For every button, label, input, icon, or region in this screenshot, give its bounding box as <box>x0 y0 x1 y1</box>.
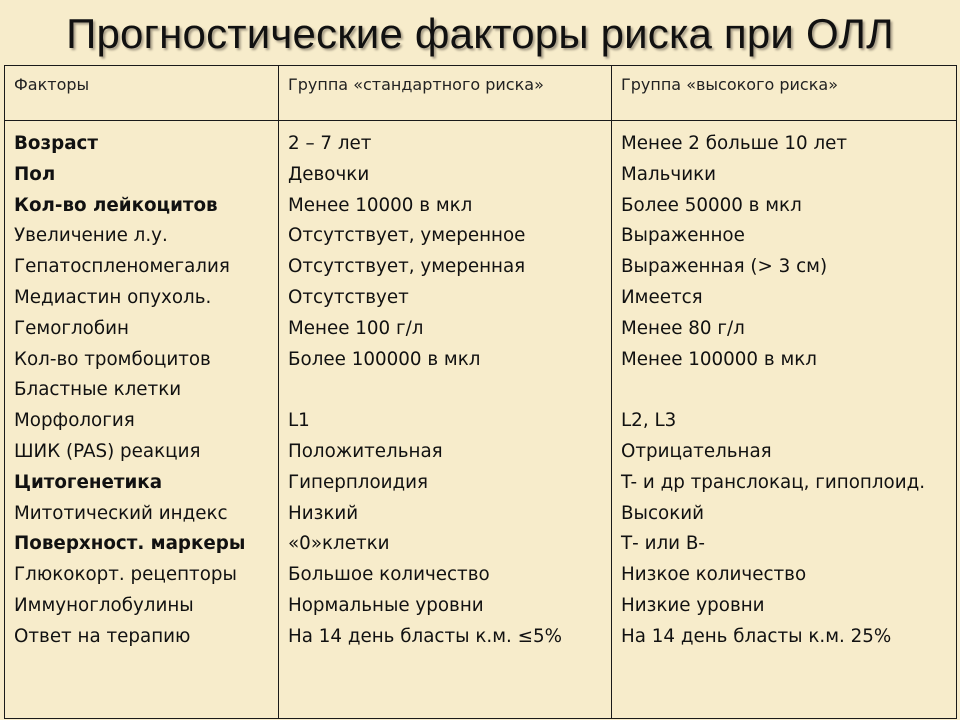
high-risk-cell: Менее 100000 в мкл <box>621 348 817 370</box>
factor-cell: Морфология <box>14 410 135 432</box>
page-title: Прогностические факторы риска при ОЛЛ <box>66 10 894 57</box>
high-risk-cell: T- и др транслокац, гипоплоид. <box>621 471 926 493</box>
factor-cell: Иммуноглобулины <box>14 594 194 616</box>
factor-cell: Цитогенетика <box>14 471 163 493</box>
high-risk-cell: Низкое количество <box>621 564 807 586</box>
standard-risk-cell: Более 100000 в мкл <box>288 348 481 370</box>
high-risk-cell: Низкие уровни <box>621 594 765 616</box>
table-header-row <box>5 66 957 121</box>
high-risk-cell: Отрицательная <box>621 440 772 462</box>
high-risk-cell: Мальчики <box>621 163 717 185</box>
factor-cell: Медиастин опухоль. <box>14 286 212 308</box>
factor-cell: ШИК (PAS) реакция <box>14 440 201 462</box>
standard-risk-cell: Девочки <box>288 163 370 185</box>
risk-factors-table <box>4 65 957 719</box>
standard-risk-cell: Отсутствует <box>288 286 409 308</box>
high-risk-cell: Более 50000 в мкл <box>621 194 802 216</box>
standard-risk-cell: Менее 10000 в мкл <box>288 194 473 216</box>
factor-cell: Кол-во тромбоцитов <box>14 348 211 370</box>
standard-risk-cell: Низкий <box>288 502 359 524</box>
factor-cell: Митотический индекс <box>14 502 228 524</box>
high-risk-cell: Выраженная (> 3 см) <box>621 256 828 278</box>
high-risk-column <box>612 121 957 719</box>
standard-risk-cell: Менее 100 г/л <box>288 317 424 339</box>
factor-cell: Гепатоспленомегалия <box>14 256 230 278</box>
factor-cell: Гемоглобин <box>14 317 129 339</box>
high-risk-cell: Т- или В- <box>621 533 705 555</box>
high-risk-cell: Менее 80 г/л <box>621 317 745 339</box>
factor-cell: Ответ на терапию <box>14 625 191 647</box>
factor-cell: Глюкокорт. рецепторы <box>14 564 237 586</box>
high-risk-cell: Имеется <box>621 286 703 308</box>
high-risk-cell: Выраженное <box>621 225 745 247</box>
factor-cell: Возраст <box>14 133 98 154</box>
high-risk-cell: L2, L3 <box>621 410 677 432</box>
table-body-row <box>5 121 957 719</box>
factor-cell: Пол <box>14 163 56 185</box>
header-high-risk: Группа «высокого риска» <box>612 66 957 121</box>
high-risk-cell: Менее 2 больше 10 лет <box>621 133 848 154</box>
standard-risk-cell: L1 <box>288 410 310 432</box>
high-risk-cell: Высокий <box>621 502 705 524</box>
factor-cell: Бластные клетки <box>14 379 182 401</box>
high-risk-cell: На 14 день бласты к.м. 25% <box>621 625 892 647</box>
standard-risk-cell: На 14 день бласты к.м. ≤5% <box>288 625 562 647</box>
standard-risk-cell: Отсутствует, умеренное <box>288 225 526 247</box>
high-risk-cell <box>621 375 956 406</box>
standard-risk-cell <box>288 375 611 406</box>
standard-risk-cell: Нормальные уровни <box>288 594 484 616</box>
factor-cell: Увеличение л.у. <box>14 225 168 247</box>
factors-column <box>5 121 279 719</box>
header-standard-risk: Группа «стандартного риска» <box>279 66 612 121</box>
standard-risk-column <box>279 121 612 719</box>
header-factors: Факторы <box>5 66 279 121</box>
standard-risk-cell: Отсутствует, умеренная <box>288 256 526 278</box>
factor-cell: Кол-во лейкоцитов <box>14 194 218 216</box>
standard-risk-cell: «0»клетки <box>288 533 390 555</box>
standard-risk-cell: 2 – 7 лет <box>288 133 372 154</box>
factor-cell: Поверхност. маркеры <box>14 533 246 555</box>
standard-risk-cell: Большое количество <box>288 564 490 586</box>
standard-risk-cell: Гиперплоидия <box>288 471 429 493</box>
standard-risk-cell: Положительная <box>288 440 443 462</box>
